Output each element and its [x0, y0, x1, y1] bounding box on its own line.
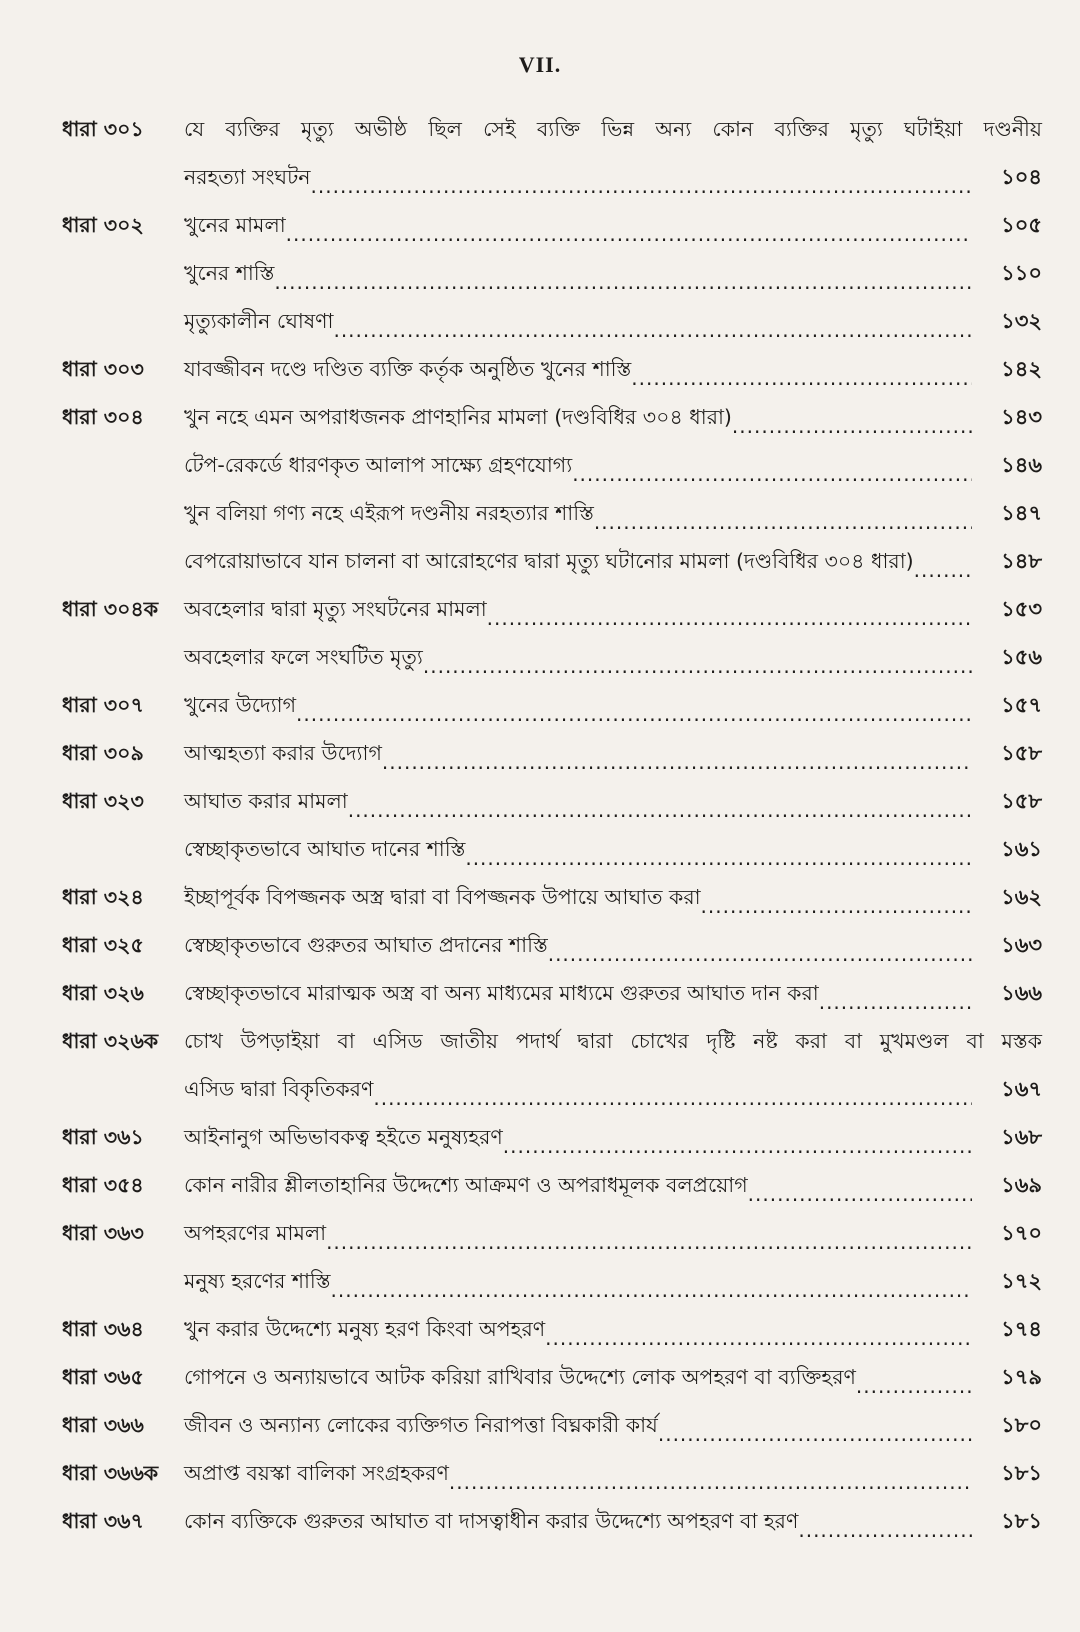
entry-body: [184, 257, 1042, 292]
toc-entry: [62, 876, 1042, 924]
toc-entry: [62, 1404, 1042, 1452]
entry-title: গোপনে ও অন্যায়ভাবে আটক করিয়া রাখিবার উদ্দেশ্যে লোক অপহরণ বা ব্যক্তিহরণ: [184, 1365, 856, 1389]
dot-leader: [545, 1328, 972, 1348]
dot-leader: [701, 896, 972, 916]
section-number: ধারা ৩৬৫: [62, 1365, 144, 1389]
toc-row: [62, 1260, 1042, 1308]
entry-title: যাবজ্জীবন দণ্ডে দণ্ডিত ব্যক্তি কর্তৃক অনুষ্ঠিত খুনের শাস্তি: [184, 357, 632, 381]
entry-body: [184, 737, 1042, 772]
section-number: ধারা ৩০৯: [62, 741, 144, 765]
toc-row: [62, 444, 1042, 492]
toc-entry: [62, 540, 1042, 588]
toc-entry: [62, 396, 1042, 444]
toc-entry: [62, 252, 1042, 300]
entry-title: বেপরোয়াভাবে যান চালনা বা আরোহণের দ্বারা মৃত্যু ঘটানোর মামলা (দণ্ডবিধির ৩০৪ ধারা): [184, 549, 914, 573]
page-reference: ১৭২: [1001, 1269, 1042, 1293]
dot-leader: [296, 704, 972, 724]
entry-title: নরহত্যা সংঘটন: [184, 165, 311, 189]
toc-row: [62, 1164, 1042, 1212]
toc-entry: [62, 492, 1042, 540]
entry-title: এসিড দ্বারা বিকৃতিকরণ: [184, 1077, 374, 1101]
page-reference: ১৪২: [1001, 357, 1042, 381]
toc-entry: [62, 1164, 1042, 1212]
page-reference: ১৬৯: [1001, 1173, 1042, 1197]
page-reference: ১৭৯: [1001, 1365, 1042, 1389]
page-reference: ১৩২: [1001, 309, 1042, 333]
dot-leader: [503, 1136, 972, 1156]
toc-entry: [62, 1260, 1042, 1308]
toc-row: [62, 732, 1042, 780]
entry-title: ইচ্ছাপূর্বক বিপজ্জনক অস্ত্র দ্বারা বা বিপজ্জনক উপায়ে আঘাত করা: [184, 885, 701, 909]
entry-title: খুন করার উদ্দেশ্যে মনুষ্য হরণ কিংবা অপহরণ: [184, 1317, 546, 1341]
dot-leader: [286, 224, 972, 244]
toc-entry: [62, 972, 1042, 1020]
entry-body: [184, 785, 1042, 820]
section-number: ধারা ৩৬৩: [62, 1221, 144, 1245]
table-of-contents: [62, 108, 1042, 1548]
toc-row: [62, 204, 1042, 252]
entry-title: স্বেচ্ছাকৃতভাবে মারাত্মক অস্ত্র বা অন্য মাধ্যমের মাধ্যমে গুরুতর আঘাত দান করা: [184, 981, 819, 1005]
entry-title: মৃত্যুকালীন ঘোষণা: [184, 309, 334, 333]
toc-entry: [62, 1212, 1042, 1260]
entry-body: [184, 641, 1042, 676]
section-number: ধারা ৩৫৪: [62, 1173, 144, 1197]
page-reference: ১৫৩: [1001, 597, 1042, 621]
toc-entry: [62, 444, 1042, 492]
page-reference: ১৮১: [1001, 1461, 1042, 1485]
section-number: ধারা ৩০৪ক: [62, 597, 159, 621]
toc-entry: [62, 636, 1042, 684]
section-number: ধারা ৩৬৬ক: [62, 1461, 159, 1485]
dot-leader: [423, 656, 972, 676]
entry-body: [184, 1457, 1042, 1492]
toc-row: [62, 1068, 1042, 1116]
dot-leader: [819, 992, 972, 1012]
toc-row: [62, 1212, 1042, 1260]
dot-leader: [373, 1088, 972, 1108]
toc-entry: [62, 1452, 1042, 1500]
toc-entry: [62, 300, 1042, 348]
toc-row: [62, 876, 1042, 924]
page-reference: ১০৫: [1001, 213, 1042, 237]
entry-body: [184, 1121, 1042, 1156]
page-reference: ১৫৮: [1001, 789, 1042, 813]
entry-body: [184, 161, 1042, 196]
entry-title: মনুষ্য হরণের শাস্তি: [184, 1269, 331, 1293]
entry-title: খুন নহে এমন অপরাধজনক প্রাণহানির মামলা (দণ্ডবিধির ৩০৪ ধারা): [184, 405, 732, 429]
entry-body: [184, 1217, 1042, 1252]
toc-row: [62, 972, 1042, 1020]
toc-entry: [62, 780, 1042, 828]
dot-leader: [594, 512, 972, 532]
dot-leader: [274, 272, 972, 292]
page-reference: ১৮০: [1001, 1413, 1042, 1437]
toc-entry: [62, 204, 1042, 252]
dot-leader: [326, 1232, 972, 1252]
entry-title: স্বেচ্ছাকৃতভাবে গুরুতর আঘাত প্রদানের শাস্তি: [184, 933, 548, 957]
section-number: ধারা ৩৬৬: [62, 1413, 144, 1437]
page-reference: ১৫৭: [1001, 693, 1042, 717]
toc-entry: [62, 1500, 1042, 1548]
entry-title: খুন বলিয়া গণ্য নহে এইরূপ দণ্ডনীয় নরহত্যার শাস্তি: [184, 501, 594, 525]
page-reference: ১০৪: [1001, 165, 1042, 189]
entry-body: [184, 545, 1042, 580]
page-reference: ১৬৮: [1001, 1125, 1042, 1149]
toc-entry: [62, 684, 1042, 732]
entry-body: [184, 689, 1042, 724]
section-number: ধারা ৩০৪: [62, 405, 144, 429]
entry-body: [184, 1313, 1042, 1348]
section-number: ধারা ৩২৬ক: [62, 1029, 159, 1053]
toc-entry: [62, 924, 1042, 972]
page-reference: ১৬২: [1001, 885, 1042, 909]
toc-entry: [62, 108, 1042, 204]
entry-title: খুনের মামলা: [184, 213, 286, 237]
section-number: ধারা ৩২৫: [62, 933, 144, 957]
toc-row: [62, 540, 1042, 588]
toc-row: [62, 348, 1042, 396]
dot-leader: [333, 320, 972, 340]
toc-row: [62, 828, 1042, 876]
entry-body: [184, 1265, 1042, 1300]
dot-leader: [658, 1424, 972, 1444]
dot-leader: [732, 416, 972, 436]
page-reference: ১৭০: [1001, 1221, 1042, 1245]
page-reference: ১৫৬: [1001, 645, 1042, 669]
toc-entry: [62, 1116, 1042, 1164]
toc-entry: [62, 732, 1042, 780]
page-reference: ১৭৪: [1001, 1317, 1042, 1341]
page-reference: ১৬৬: [1001, 981, 1042, 1005]
toc-entry: [62, 828, 1042, 876]
entry-title: টেপ-রেকর্ডে ধারণকৃত আলাপ সাক্ষ্যে গ্রহণযোগ্য: [184, 453, 573, 477]
section-number: ধারা ৩২৬: [62, 981, 144, 1005]
section-number: ধারা ৩৬৪: [62, 1317, 144, 1341]
entry-title: খুনের শাস্তি: [184, 261, 275, 285]
toc-entry: [62, 1356, 1042, 1404]
entry-body: [184, 833, 1042, 868]
entry-title: অবহেলার ফলে সংঘটিত মৃত্যু: [184, 645, 423, 669]
section-number: ধারা ৩২৪: [62, 885, 144, 909]
section-number: ধারা ৩২৩: [62, 789, 144, 813]
dot-leader: [449, 1472, 972, 1492]
entry-title: অবহেলার দ্বারা মৃত্যু সংঘটনের মামলা: [184, 597, 487, 621]
section-number: ধারা ৩০৭: [62, 693, 144, 717]
entry-body: [184, 1409, 1042, 1444]
entry-title: আঘাত করার মামলা: [184, 789, 348, 813]
entry-title: অপ্রাপ্ত বয়স্কা বালিকা সংগ্রহকরণ: [184, 1461, 449, 1485]
entry-title: জীবন ও অন্যান্য লোকের ব্যক্তিগত নিরাপত্তা বিঘ্নকারী কার্য: [184, 1413, 658, 1437]
page-reference: ১১০: [1001, 261, 1042, 285]
entry-body: [184, 881, 1042, 916]
entry-body: [184, 929, 1042, 964]
toc-row: [62, 684, 1042, 732]
toc-row: [62, 924, 1042, 972]
dot-leader: [465, 848, 972, 868]
toc-row: [62, 1308, 1042, 1356]
entry-title: আইনানুগ অভিভাবকত্ব হইতে মনুষ্যহরণ: [184, 1125, 503, 1149]
toc-row: [62, 1500, 1042, 1548]
toc-entry: [62, 588, 1042, 636]
entry-body: [184, 305, 1042, 340]
entry-title: যে ব্যক্তির মৃত্যু অভীষ্ঠ ছিল সেই ব্যক্তি ভিন্ন অন্য কোন ব্যক্তির মৃত্যু ঘটাইয়া দণ্ডনীয়: [184, 117, 1042, 141]
toc-row: [62, 1020, 1042, 1068]
entry-body: [184, 449, 1042, 484]
dot-leader: [631, 368, 972, 388]
page-reference: ১৪৩: [1001, 405, 1042, 429]
page-reference: ১৪৮: [1001, 549, 1042, 573]
page-reference: ১৪৬: [1001, 453, 1042, 477]
dot-leader: [311, 176, 972, 196]
toc-row: [62, 636, 1042, 684]
entry-body: [184, 497, 1042, 532]
entry-title: আত্মহত্যা করার উদ্যোগ: [184, 741, 382, 765]
page-reference: ১৬৭: [1001, 1077, 1042, 1101]
entry-title: খুনের উদ্যোগ: [184, 693, 297, 717]
dot-leader: [548, 944, 972, 964]
toc-entry: [62, 1308, 1042, 1356]
entry-body: [184, 401, 1042, 436]
dot-leader: [348, 800, 972, 820]
page-reference: ১৮১: [1001, 1509, 1042, 1533]
toc-row: [62, 300, 1042, 348]
dot-leader: [914, 560, 972, 580]
entry-title: চোখ উপড়াইয়া বা এসিড জাতীয় পদার্থ দ্বারা চোখের দৃষ্টি নষ্ট করা বা মুখমণ্ডল বা মস্তক: [184, 1029, 1042, 1053]
page-reference: ১৫৮: [1001, 741, 1042, 765]
toc-row: [62, 780, 1042, 828]
section-number: ধারা ৩৬১: [62, 1125, 144, 1149]
entry-title: কোন ব্যক্তিকে গুরুতর আঘাত বা দাসত্বাধীন করার উদ্দেশ্যে অপহরণ বা হরণ: [184, 1509, 799, 1533]
dot-leader: [382, 752, 972, 772]
dot-leader: [331, 1280, 972, 1300]
toc-row: [62, 252, 1042, 300]
section-number: ধারা ৩০৩: [62, 357, 144, 381]
entry-body: [184, 977, 1042, 1012]
dot-leader: [856, 1376, 972, 1396]
toc-row: [62, 156, 1042, 204]
toc-row: [62, 108, 1042, 156]
entry-body: [184, 1361, 1042, 1396]
dot-leader: [487, 608, 972, 628]
entry-title: স্বেচ্ছাকৃতভাবে আঘাত দানের শাস্তি: [184, 837, 466, 861]
toc-row: [62, 396, 1042, 444]
entry-title: অপহরণের মামলা: [184, 1221, 327, 1245]
page-reference: ১৬১: [1001, 837, 1042, 861]
page-number: VII.: [518, 52, 562, 77]
toc-row: [62, 588, 1042, 636]
toc-row: [62, 1356, 1042, 1404]
toc-row: [62, 1452, 1042, 1500]
toc-entry: [62, 348, 1042, 396]
toc-row: [62, 1404, 1042, 1452]
dot-leader: [748, 1184, 972, 1204]
entry-body: [184, 353, 1042, 388]
toc-row: [62, 1116, 1042, 1164]
page-reference: ১৬৩: [1001, 933, 1042, 957]
toc-row: [62, 492, 1042, 540]
entry-body: [184, 209, 1042, 244]
section-number: ধারা ৩০২: [62, 213, 144, 237]
entry-body: [184, 593, 1042, 628]
entry-body: [184, 1505, 1042, 1540]
dot-leader: [572, 464, 972, 484]
section-number: ধারা ৩০১: [62, 117, 144, 141]
toc-entry: [62, 1020, 1042, 1116]
entry-title: কোন নারীর শ্লীলতাহানির উদ্দেশ্যে আক্রমণ ও অপরাধমূলক বলপ্রয়োগ: [184, 1173, 748, 1197]
entry-body: [184, 1073, 1042, 1108]
section-number: ধারা ৩৬৭: [62, 1509, 144, 1533]
page-reference: ১৪৭: [1001, 501, 1042, 525]
entry-body: [184, 1169, 1042, 1204]
dot-leader: [798, 1520, 972, 1540]
